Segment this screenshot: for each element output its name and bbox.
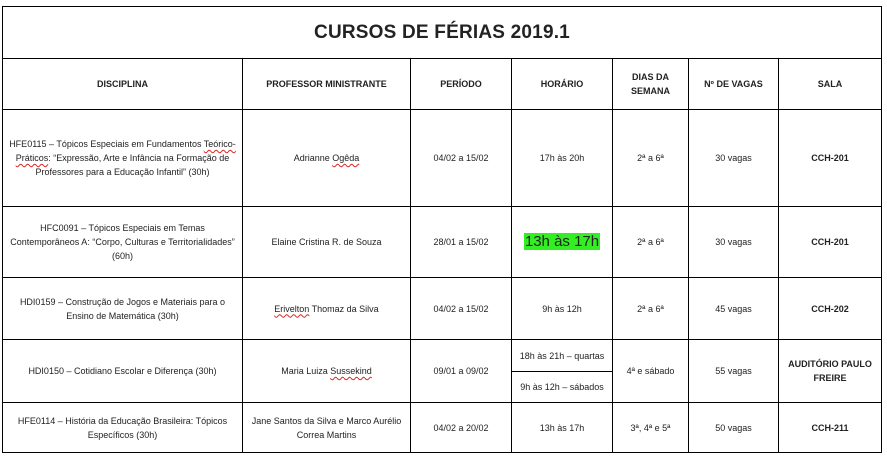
professor-text-flagged: Erivelton [274,303,310,314]
cell-horario: 13h às 17h [512,403,613,453]
cell-sala: CCH-201 [779,207,882,278]
cell-professor: Elaine Cristina R. de Souza [243,207,411,278]
cell-periodo: 28/01 a 15/02 [411,207,512,278]
cell-sala: AUDITÓRIO PAULO FREIRE [779,340,882,403]
header-disciplina: DISCIPLINA [3,59,243,110]
cell-vagas: 45 vagas [689,278,779,340]
cell-horario-1: 18h às 21h – quartas [512,340,613,372]
professor-text: Maria Luiza [281,366,331,376]
courses-table [2,6,882,453]
cell-dias: 2ª a 6ª [613,110,689,207]
cell-vagas: 50 vagas [689,403,779,453]
cell-horario: 9h às 12h [512,278,613,340]
header-dias [613,59,689,110]
cell-horario-2: 9h às 12h – sábados [512,372,613,403]
cell-sala: CCH-202 [779,278,882,340]
cell-sala: CCH-211 [779,403,882,453]
header-row [3,59,882,110]
disciplina-text: : “Expressão, Arte e Infância na Formação de Professores para a Educação Infantil” (30h) [35,153,230,177]
table-row [3,278,882,340]
header-horario: HORÁRIO [512,59,613,110]
header-periodo: PERÍODO [411,59,512,110]
horario-highlighted: 13h às 17h [524,233,600,250]
header-vagas: Nº DE VAGAS [689,59,779,110]
cell-professor: Jane Santos da Silva e Marco Aurélio Correa Martins [243,403,411,453]
cell-disciplina: HDI0159 – Construção de Jogos e Materiais para o Ensino de Matemática (30h) [3,278,243,340]
professor-text: Adrianne [293,153,333,163]
table-row [3,340,882,372]
cell-dias: 2ª a 6ª [613,278,689,340]
professor-text: Thomaz da Silva [309,303,379,314]
cell-periodo: 04/02 a 15/02 [411,278,512,340]
cell-disciplina: HDI0150 – Cotidiano Escolar e Diferença (30h) [3,340,243,403]
table-row [3,403,882,453]
cell-vagas: 30 vagas [689,207,779,278]
title-row [3,7,882,59]
cell-vagas: 30 vagas [689,110,779,207]
header-sala: SALA [779,59,882,110]
cell-horario: 17h às 20h [512,110,613,207]
header-dias-line1: DIAS DA [631,72,669,82]
cell-professor [243,340,411,403]
cell-periodo: 04/02 a 15/02 [411,110,512,207]
cell-dias: 2ª a 6ª [613,207,689,278]
cell-professor [243,110,411,207]
header-professor: PROFESSOR MINISTRANTE [243,59,411,110]
cell-dias: 3ª, 4ª e 5ª [613,403,689,453]
cell-periodo: 09/01 a 09/02 [411,340,512,403]
disciplina-text: HFE0115 – Tópicos Especiais em Fundamentos [9,139,204,149]
cell-disciplina [3,110,243,207]
cell-horario [512,207,613,278]
cell-vagas: 55 vagas [689,340,779,403]
table-row [3,207,882,278]
cell-dias: 4ª e sábado [613,340,689,403]
professor-text-flagged: Sussekind [330,366,372,376]
courses-table-wrapper [2,6,882,453]
header-dias-line2: SEMANA [630,86,670,96]
cell-sala: CCH-201 [779,110,882,207]
professor-text-flagged: Ogêda [332,153,360,163]
table-row [3,110,882,207]
cell-periodo: 04/02 a 20/02 [411,403,512,453]
page-title: CURSOS DE FÉRIAS 2019.1 [3,7,882,59]
cell-disciplina: HFC0091 – Tópicos Especiais em Temas Contemporâneos A: “Corpo, Culturas e Territorialidades” (60h) [3,207,243,278]
cell-disciplina: HFE0114 – História da Educação Brasileira: Tópicos Específicos (30h) [3,403,243,453]
cell-professor [243,278,411,340]
disciplina-text-flagged: Teórico-Práticos [15,139,236,163]
